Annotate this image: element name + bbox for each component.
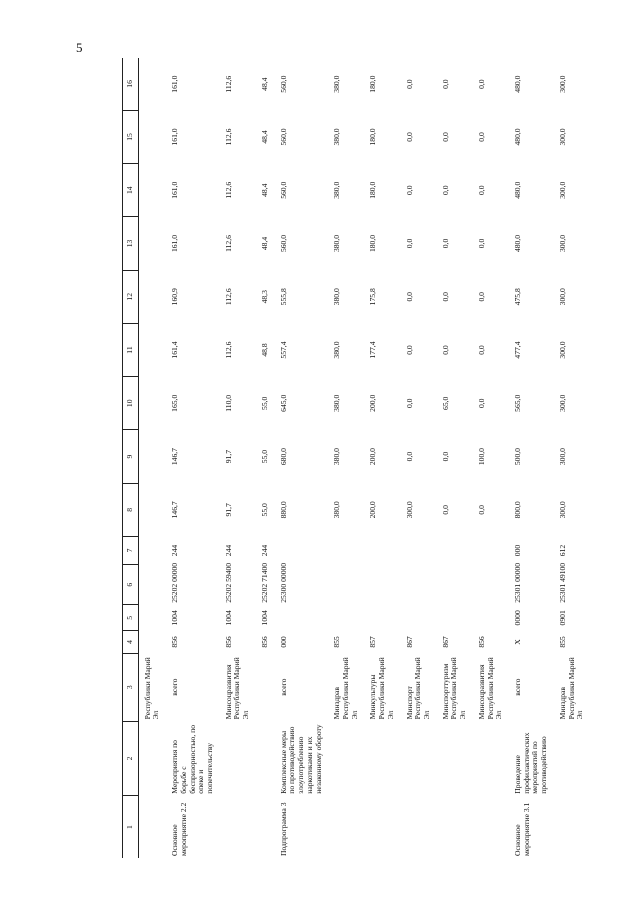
value-cell: 0,0	[404, 345, 414, 355]
value-cell	[138, 58, 166, 110]
table-row	[509, 58, 554, 858]
program-name-cell	[437, 796, 473, 858]
value-cell: 560,0	[278, 75, 288, 93]
measure-name-cell: Комплексные меры по противодействию злоупотреблению наркотиками и их незаконному обороту	[278, 724, 323, 794]
value-cell: 175,8	[368, 288, 378, 306]
value-cell	[138, 323, 166, 376]
program-name-cell	[554, 796, 590, 858]
code-rzpr-cell	[328, 605, 364, 631]
value-cell: 477,4	[513, 341, 522, 359]
value-cell: 565,0	[513, 394, 522, 412]
table-row	[473, 58, 509, 858]
table-row	[275, 58, 329, 858]
program-name-cell	[328, 796, 364, 858]
value-cell: 480,0	[513, 128, 522, 146]
value-cell: 65,0	[440, 396, 450, 410]
value-cell: 0,0	[476, 132, 486, 142]
value-cell: 200,0	[368, 394, 378, 412]
value-cell: 91,7	[223, 503, 233, 517]
column-header: 10	[123, 377, 139, 430]
executor-cell: Республики Марий Эл	[142, 657, 161, 720]
code-csr-cell	[473, 565, 509, 605]
code-rzpr-cell	[401, 605, 437, 631]
column-header: 2	[123, 721, 139, 795]
code-rzpr-cell	[473, 605, 509, 631]
value-cell: 177,4	[368, 341, 378, 359]
measure-name-cell: Проведение профилактических мероприятий по противодействию	[513, 732, 549, 794]
code-grbs-cell: 855	[557, 636, 567, 648]
measure-name-cell	[328, 721, 364, 795]
code-grbs-cell: 867	[404, 636, 414, 648]
value-cell: 48,4	[259, 77, 269, 91]
table-row	[220, 58, 256, 858]
code-vr-cell	[364, 536, 400, 564]
code-vr-cell: 244	[223, 544, 233, 557]
code-csr-cell: 25301 49100	[557, 562, 567, 603]
value-cell: 146,7	[170, 501, 180, 519]
code-rzpr-cell: 0901	[557, 610, 567, 626]
table-row	[256, 58, 275, 858]
code-rzpr-cell: 1004	[259, 610, 269, 626]
value-cell	[138, 377, 166, 430]
value-cell	[138, 483, 166, 536]
executor-cell	[256, 653, 275, 721]
measure-name-cell	[437, 721, 473, 795]
measure-name-cell: Мероприятия по борьбе с беспризорностью, по опеке и попечительству	[170, 725, 215, 794]
value-cell: 161,0	[170, 234, 180, 253]
value-cell: 0,0	[404, 398, 414, 409]
value-cell: 161,4	[170, 341, 180, 359]
value-cell: 0,0	[404, 238, 414, 249]
value-cell: 0,0	[404, 79, 414, 89]
code-vr-cell: 000	[513, 544, 522, 557]
value-cell	[138, 164, 166, 217]
table-row	[401, 58, 437, 858]
value-cell: 557,4	[278, 341, 288, 359]
value-cell: 300,0	[557, 181, 567, 199]
value-cell: 0,0	[440, 79, 450, 89]
program-name-cell	[220, 796, 256, 858]
value-cell: 48,4	[259, 130, 269, 144]
value-cell: 48,4	[259, 183, 269, 197]
program-name-cell	[138, 796, 166, 858]
table-row	[364, 58, 400, 858]
column-header: 4	[123, 631, 139, 653]
program-name-cell	[256, 796, 275, 858]
code-grbs-cell: 856	[259, 636, 269, 648]
executor-cell: Минкультуры Республики Марий Эл	[368, 657, 395, 720]
column-header: 11	[123, 323, 139, 376]
measure-name-cell	[401, 721, 437, 795]
value-cell: 300,0	[557, 234, 567, 253]
value-cell: 0,0	[440, 505, 450, 515]
code-csr-cell: 25301 00000	[513, 562, 522, 603]
code-vr-cell: 612	[557, 544, 567, 557]
value-cell: 0,0	[476, 505, 486, 515]
code-csr-cell: 25202 71400	[259, 562, 269, 603]
value-cell: 380,0	[332, 181, 342, 199]
code-rzpr-cell: 1004	[223, 610, 233, 626]
value-cell: 0,0	[404, 451, 414, 462]
program-name-cell	[473, 796, 509, 858]
value-cell: 161,0	[170, 128, 180, 146]
budget-table-container	[122, 58, 585, 858]
value-cell: 165,0	[170, 394, 180, 412]
value-cell: 180,0	[368, 128, 378, 146]
code-vr-cell: 244	[259, 544, 269, 557]
measure-name-cell	[220, 721, 256, 795]
value-cell: 180,0	[368, 75, 378, 93]
value-cell: 0,0	[404, 185, 414, 195]
table-row	[328, 58, 364, 858]
value-cell: 560,0	[278, 181, 288, 199]
code-grbs-cell	[138, 631, 166, 653]
value-cell: 880,0	[278, 501, 288, 519]
code-csr-cell	[437, 565, 473, 605]
code-vr-cell	[437, 536, 473, 564]
value-cell: 645,0	[278, 394, 288, 412]
value-cell: 0,0	[476, 292, 486, 302]
executor-cell: всего	[513, 678, 522, 696]
value-cell: 300,0	[404, 501, 414, 519]
table-row	[437, 58, 473, 858]
value-cell: 480,0	[513, 234, 522, 253]
table-row	[138, 58, 166, 858]
code-csr-cell: 25202 00000	[170, 562, 180, 603]
value-cell	[138, 430, 166, 483]
column-header: 6	[123, 565, 139, 605]
code-grbs-cell: Х	[513, 639, 522, 645]
value-cell: 0,0	[476, 238, 486, 249]
program-name-cell: Подпрограмма 3	[278, 802, 288, 856]
value-cell: 55,0	[259, 449, 269, 464]
value-cell: 300,0	[557, 394, 567, 412]
column-header: 1	[123, 796, 139, 858]
executor-cell: Минсоцразвития Республики Марий Эл	[476, 657, 504, 720]
code-grbs-cell: 855	[332, 636, 342, 648]
program-name-cell	[364, 796, 400, 858]
value-cell: 0,0	[440, 292, 450, 302]
code-rzpr-cell: 1004	[170, 610, 180, 626]
code-vr-cell: 244	[170, 544, 180, 557]
value-cell: 48,8	[259, 343, 269, 357]
value-cell: 475,8	[513, 288, 522, 306]
value-cell: 91,7	[223, 449, 233, 464]
code-vr-cell	[138, 536, 166, 564]
value-cell: 560,0	[278, 128, 288, 146]
value-cell: 0,0	[440, 132, 450, 142]
value-cell: 161,0	[170, 181, 180, 199]
table-row	[166, 58, 220, 858]
code-grbs-cell: 856	[223, 636, 233, 648]
value-cell: 55,0	[259, 503, 269, 517]
code-rzpr-cell	[138, 605, 166, 631]
executor-cell: Минздрав Республики Марий Эл	[332, 657, 359, 720]
value-cell	[138, 110, 166, 163]
code-csr-cell	[138, 565, 166, 605]
value-cell	[138, 270, 166, 323]
value-cell: 180,0	[368, 234, 378, 253]
value-cell: 48,4	[259, 236, 269, 251]
value-cell: 0,0	[476, 185, 486, 195]
code-rzpr-cell	[364, 605, 400, 631]
value-cell: 161,0	[170, 75, 180, 93]
code-grbs-cell: 000	[278, 636, 288, 648]
measure-name-cell	[473, 721, 509, 795]
value-cell: 112,6	[223, 341, 233, 359]
value-cell: 0,0	[404, 132, 414, 142]
budget-table	[122, 58, 590, 858]
program-name-cell	[401, 796, 437, 858]
executor-cell: всего	[278, 678, 288, 696]
column-header: 14	[123, 164, 139, 217]
value-cell: 48,3	[259, 290, 269, 304]
column-header: 7	[123, 536, 139, 564]
measure-name-cell	[256, 721, 275, 795]
value-cell: 0,0	[440, 345, 450, 355]
value-cell: 160,9	[170, 288, 180, 306]
value-cell: 0,0	[476, 398, 486, 409]
code-grbs-cell: 856	[170, 636, 180, 648]
measure-name-cell	[364, 721, 400, 795]
code-csr-cell	[328, 565, 364, 605]
header-row	[123, 58, 139, 858]
value-cell: 112,6	[223, 181, 233, 199]
code-grbs-cell: 857	[368, 636, 378, 648]
measure-name-cell	[138, 721, 166, 795]
value-cell: 300,0	[557, 288, 567, 306]
value-cell: 300,0	[557, 75, 567, 93]
column-header: 15	[123, 110, 139, 163]
value-cell: 480,0	[513, 75, 522, 93]
code-grbs-cell: 856	[476, 636, 486, 648]
value-cell: 380,0	[332, 501, 342, 519]
value-cell: 0,0	[440, 185, 450, 195]
code-rzpr-cell: 0000	[513, 610, 522, 626]
executor-cell: Минсоцразвития Республики Марий Эл	[223, 657, 251, 720]
column-header: 13	[123, 217, 139, 270]
value-cell: 300,0	[557, 128, 567, 146]
executor-cell: всего	[170, 678, 180, 696]
code-vr-cell	[328, 536, 364, 564]
value-cell: 110,0	[223, 394, 233, 412]
value-cell: 380,0	[332, 234, 342, 253]
column-header: 8	[123, 483, 139, 536]
value-cell: 180,0	[368, 181, 378, 199]
program-name-cell: Основное мероприятие 2.2	[170, 802, 188, 856]
value-cell: 0,0	[440, 238, 450, 249]
value-cell: 680,0	[278, 448, 288, 466]
value-cell	[138, 217, 166, 270]
column-header: 16	[123, 58, 139, 110]
program-name-cell: Основное мероприятие 3.1	[513, 802, 531, 856]
value-cell: 112,6	[223, 128, 233, 146]
value-cell: 300,0	[557, 448, 567, 466]
value-cell: 0,0	[440, 451, 450, 462]
code-csr-cell	[401, 565, 437, 605]
value-cell: 0,0	[476, 345, 486, 355]
value-cell: 555,8	[278, 288, 288, 306]
code-vr-cell	[275, 536, 329, 564]
value-cell: 200,0	[368, 448, 378, 466]
value-cell: 100,0	[476, 448, 486, 466]
code-rzpr-cell	[437, 605, 473, 631]
value-cell: 300,0	[557, 501, 567, 519]
value-cell: 380,0	[332, 288, 342, 306]
executor-cell: Минспорттуризм Республики Марий Эл	[440, 657, 468, 720]
value-cell: 0,0	[476, 79, 486, 89]
value-cell: 560,0	[278, 234, 288, 253]
executor-cell: Минспорт Республики Марий Эл	[404, 657, 431, 720]
value-cell: 380,0	[332, 75, 342, 93]
code-rzpr-cell	[275, 605, 329, 631]
value-cell: 800,0	[513, 501, 522, 519]
code-csr-cell: 25202 59400	[223, 562, 233, 603]
measure-name-cell	[554, 721, 590, 795]
code-vr-cell	[473, 536, 509, 564]
value-cell: 112,6	[223, 288, 233, 306]
value-cell: 55,0	[259, 396, 269, 410]
value-cell: 146,7	[170, 448, 180, 466]
value-cell: 500,0	[513, 448, 522, 466]
page-number: 5	[76, 40, 83, 55]
executor-cell: Минздрав Республики Марий Эл	[557, 657, 585, 720]
code-csr-cell	[364, 565, 400, 605]
value-cell: 112,6	[223, 75, 233, 93]
column-header: 3	[123, 653, 139, 721]
code-csr-cell: 25300 00000	[278, 562, 288, 603]
value-cell: 380,0	[332, 128, 342, 146]
code-vr-cell	[401, 536, 437, 564]
value-cell: 380,0	[332, 394, 342, 412]
column-header: 5	[123, 605, 139, 631]
table-row	[554, 58, 590, 858]
value-cell: 200,0	[368, 501, 378, 519]
value-cell: 480,0	[513, 181, 522, 199]
column-header: 9	[123, 430, 139, 483]
value-cell: 112,6	[223, 235, 233, 252]
value-cell: 380,0	[332, 448, 342, 466]
value-cell: 380,0	[332, 341, 342, 359]
value-cell: 0,0	[404, 292, 414, 302]
code-grbs-cell: 867	[440, 636, 450, 648]
column-header: 12	[123, 270, 139, 323]
value-cell: 300,0	[557, 341, 567, 359]
